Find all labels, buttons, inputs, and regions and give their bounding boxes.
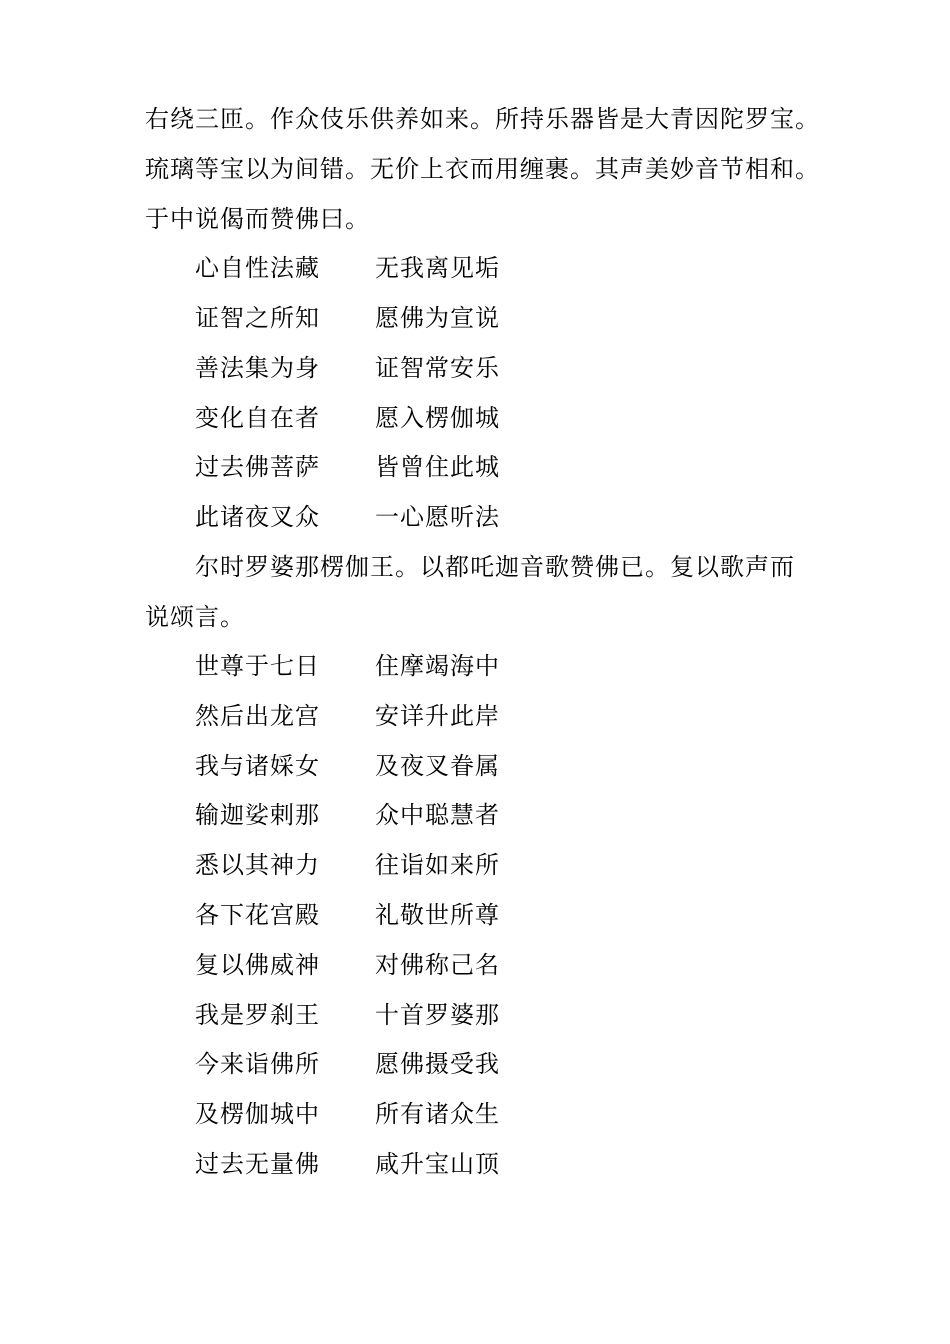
verse-second-half: 礼敬世所尊 (375, 901, 500, 929)
verse-first-half: 然后出龙宫 (195, 702, 320, 730)
verse-first-half: 我与诸婇女 (195, 752, 320, 780)
intro-line-2: 琉璃等宝以为间错。无价上衣而用缠裹。其声美妙音节相和。 (145, 155, 820, 183)
verse-line (195, 1000, 500, 1030)
verse-line (195, 353, 500, 383)
verse-second-half: 十首罗婆那 (375, 1001, 500, 1029)
verse-second-half: 皆曾住此城 (375, 453, 500, 481)
verse-first-half: 各下花宫殿 (195, 901, 320, 929)
verse-first-half: 此诸夜叉众 (195, 503, 320, 531)
verse-first-half: 我是罗刹王 (195, 1001, 320, 1029)
verse-second-half: 对佛称己名 (375, 951, 500, 979)
verse-second-half: 安详升此岸 (375, 702, 500, 730)
verse-second-half: 咸升宝山顶 (375, 1150, 500, 1178)
verse-line (195, 751, 500, 781)
verse-first-half: 及楞伽城中 (195, 1100, 320, 1128)
verse-line (195, 651, 500, 681)
verse-line (195, 253, 500, 283)
verse-first-half: 变化自在者 (195, 404, 320, 432)
verse-line (195, 1149, 500, 1179)
verse-line (195, 403, 500, 433)
verse-first-half: 输迦娑剌那 (195, 801, 320, 829)
verse-first-half: 世尊于七日 (195, 652, 320, 680)
verse-first-half: 过去佛菩萨 (195, 453, 320, 481)
verse-line (195, 800, 500, 830)
verse-second-half: 所有诸众生 (375, 1100, 500, 1128)
middle-line-2: 说颂言。 (145, 603, 245, 631)
verse-second-half: 愿入楞伽城 (375, 404, 500, 432)
verse-first-half: 证智之所知 (195, 304, 320, 332)
intro-line-1: 右绕三匝。作众伎乐供养如来。所持乐器皆是大青因陀罗宝。 (145, 105, 820, 133)
verse-line (195, 1049, 500, 1079)
verse-second-half: 一心愿听法 (375, 503, 500, 531)
verse-line (195, 701, 500, 731)
verse-first-half: 复以佛威神 (195, 951, 320, 979)
verse-second-half: 愿佛摄受我 (375, 1050, 500, 1078)
verse-second-half: 及夜叉眷属 (375, 752, 500, 780)
verse-first-half: 悉以其神力 (195, 851, 320, 879)
verse-line (195, 303, 500, 333)
verse-first-half: 今来诣佛所 (195, 1050, 320, 1078)
verse-line (195, 950, 500, 980)
verse-line (195, 1099, 500, 1129)
verse-first-half: 心自性法藏 (195, 254, 320, 282)
verse-line (195, 502, 500, 532)
verse-second-half: 愿佛为宣说 (375, 304, 500, 332)
verse-second-half: 往诣如来所 (375, 851, 500, 879)
verse-second-half: 无我离见垢 (375, 254, 500, 282)
verse-second-half: 住摩竭海中 (375, 652, 500, 680)
verse-second-half: 众中聪慧者 (375, 801, 500, 829)
intro-line-3: 于中说偈而赞佛曰。 (145, 205, 370, 233)
middle-line-1: 尔时罗婆那楞伽王。以都吒迦音歌赞佛已。复以歌声而 (195, 553, 795, 581)
verse-first-half: 善法集为身 (195, 354, 320, 382)
verse-line (195, 900, 500, 930)
verse-second-half: 证智常安乐 (375, 354, 500, 382)
verse-line (195, 850, 500, 880)
verse-first-half: 过去无量佛 (195, 1150, 320, 1178)
verse-line (195, 452, 500, 482)
